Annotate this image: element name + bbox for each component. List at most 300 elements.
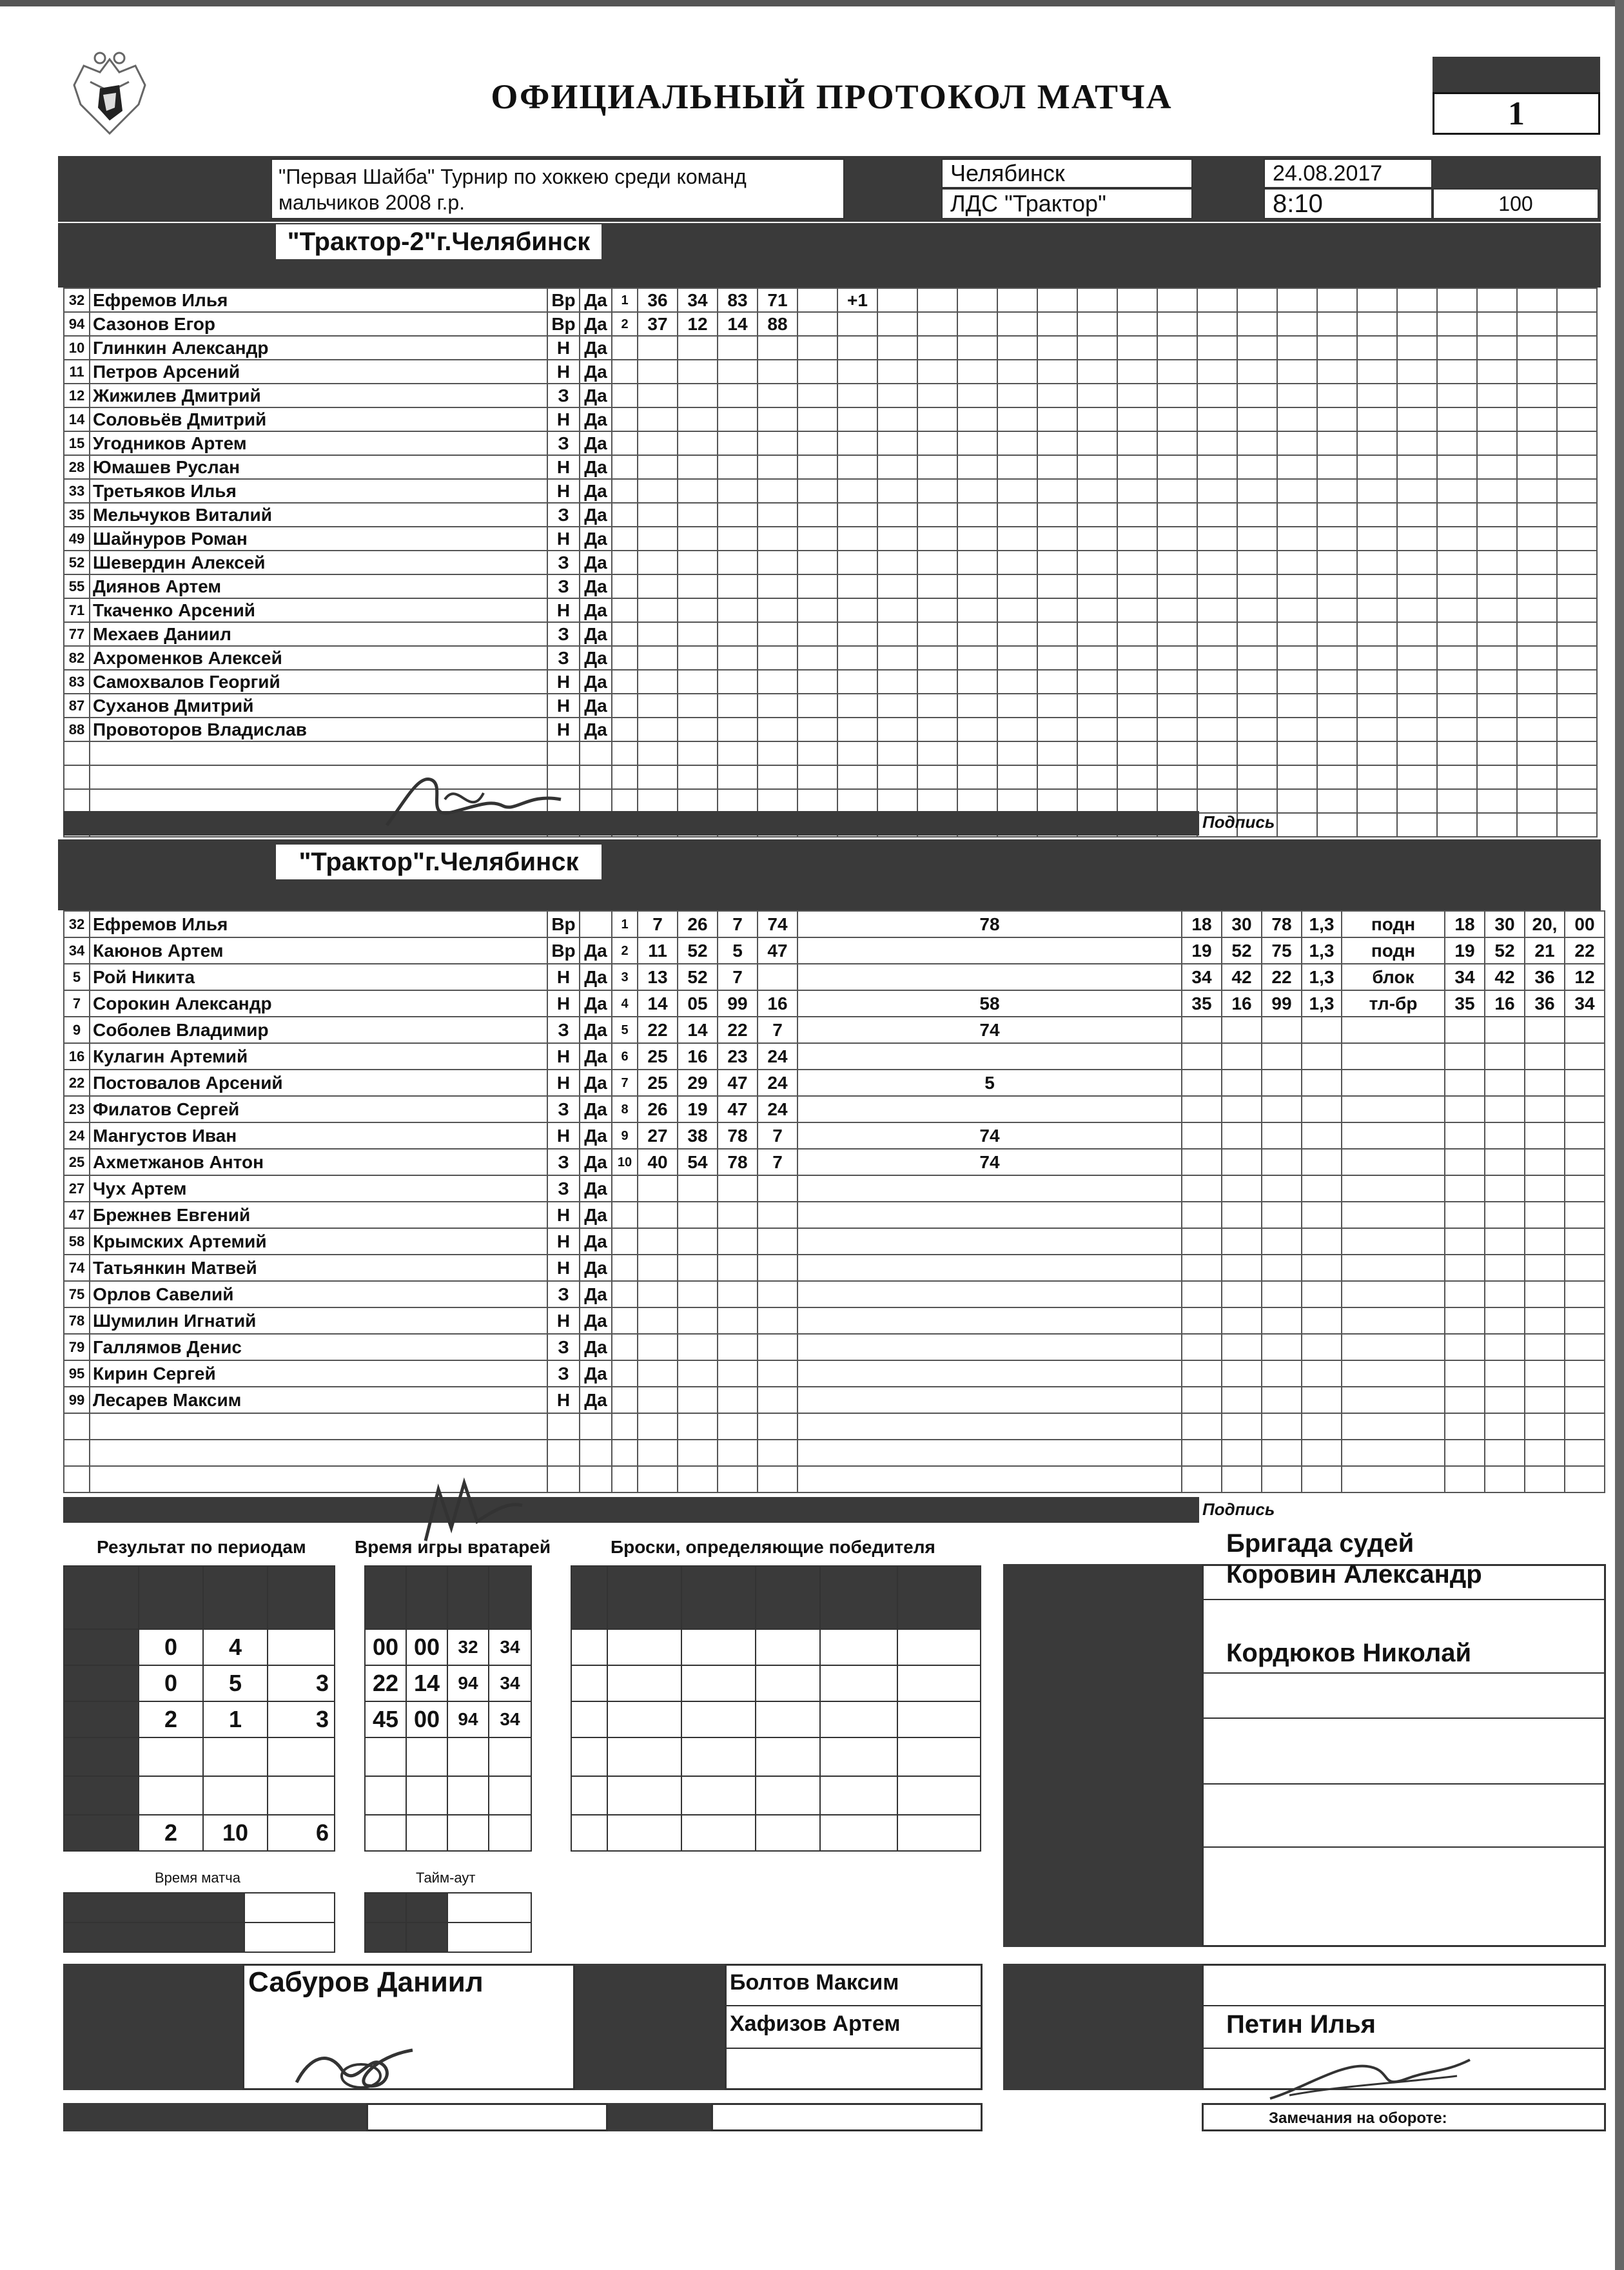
match-time-label-cell — [64, 1893, 244, 1923]
team-a-name: "Трактор-2"г.Челябинск — [287, 227, 591, 256]
penalty-cell — [1557, 694, 1597, 718]
shootout-table — [571, 1565, 981, 1852]
goal-cell — [837, 789, 877, 813]
goal-cell: 14 — [638, 990, 678, 1017]
periods-table — [63, 1565, 335, 1852]
goal-cell — [718, 1440, 758, 1466]
goal-cell: 2 — [612, 312, 638, 336]
penalty-cell — [1342, 1255, 1445, 1281]
penalty-cell — [1437, 551, 1477, 574]
tournament-line-2: мальчиков 2008 г.р. — [279, 191, 465, 214]
penalty-cell — [1317, 574, 1357, 598]
penalty-cell — [1342, 1096, 1445, 1122]
team-a-signature — [380, 761, 574, 838]
goal-cell — [837, 431, 877, 455]
goalie-time-cell: 32 — [447, 1629, 489, 1665]
penalty-cell — [1262, 1070, 1302, 1096]
goal-cell — [612, 1360, 638, 1387]
goal-cell — [678, 1360, 718, 1387]
goal-cell — [837, 694, 877, 718]
player-plays: Да — [580, 503, 612, 527]
goal-cell — [797, 1202, 1182, 1228]
player-position: Н — [547, 964, 580, 990]
penalty-cell — [957, 288, 997, 312]
penalty-cell — [1565, 1175, 1605, 1202]
penalty-cell — [1077, 527, 1117, 551]
penalty-cell — [1397, 503, 1437, 527]
penalty-cell — [917, 741, 957, 765]
periods-row — [64, 1665, 335, 1701]
goal-cell — [678, 765, 718, 789]
goal-cell: 16 — [678, 1043, 718, 1070]
penalty-cell — [1262, 1255, 1302, 1281]
team-a-roster-table — [63, 288, 1598, 837]
player-position: Вр — [547, 937, 580, 964]
penalty-cell — [1302, 1202, 1342, 1228]
goal-cell — [612, 646, 638, 670]
goalie-time-cell — [489, 1815, 531, 1851]
penalty-cell — [1397, 479, 1437, 503]
player-name: Шумилин Игнатий — [90, 1307, 547, 1334]
penalty-cell — [1237, 670, 1277, 694]
penalty-cell — [1182, 1440, 1222, 1466]
remarks-label: Замечания на обороте: — [1269, 2109, 1447, 2127]
goal-cell: 47 — [758, 937, 797, 964]
player-number: 47 — [64, 1202, 90, 1228]
penalty-cell — [1222, 1360, 1262, 1387]
goal-cell — [638, 1202, 678, 1228]
goal-cell — [612, 622, 638, 646]
penalty-cell: 75 — [1262, 937, 1302, 964]
goal-cell — [678, 431, 718, 455]
goalie-header-cell — [365, 1566, 406, 1629]
goal-cell: 6 — [612, 1043, 638, 1070]
player-position: Н — [547, 455, 580, 479]
penalty-cell — [1485, 1175, 1525, 1202]
player-plays: Да — [580, 574, 612, 598]
penalty-cell — [1477, 718, 1517, 741]
goal-cell — [678, 598, 718, 622]
goalie-time-cell: 34 — [489, 1665, 531, 1701]
penalty-cell — [1117, 694, 1157, 718]
penalty-cell — [1197, 694, 1237, 718]
player-number: 32 — [64, 911, 90, 937]
penalty-cell — [997, 360, 1037, 384]
goal-cell — [797, 503, 837, 527]
goalie-time-cell — [447, 1737, 489, 1776]
tournament-line-1: "Первая Шайба" Турнир по хоккею среди команд — [279, 165, 747, 188]
shootout-row — [571, 1737, 981, 1776]
goal-cell — [678, 646, 718, 670]
player-number: 78 — [64, 1307, 90, 1334]
table-row — [64, 1149, 1605, 1175]
penalty-cell — [1302, 1255, 1342, 1281]
goal-cell — [797, 455, 837, 479]
penalty-cell — [1342, 1334, 1445, 1360]
penalty-cell — [1357, 813, 1397, 837]
penalty-cell — [1445, 1255, 1485, 1281]
penalty-cell — [1397, 288, 1437, 312]
player-position: Н — [547, 1228, 580, 1255]
goal-cell — [758, 1387, 797, 1413]
shootout-cell — [607, 1701, 681, 1737]
team-b-signature-label: Подпись — [1202, 1500, 1275, 1519]
penalty-cell — [1302, 1175, 1342, 1202]
goal-cell — [758, 1413, 797, 1440]
penalty-cell — [1437, 503, 1477, 527]
penalty-cell — [1037, 646, 1077, 670]
goal-cell — [718, 1202, 758, 1228]
goal-cell — [797, 694, 837, 718]
shootout-cell — [607, 1776, 681, 1815]
penalty-cell — [1437, 718, 1477, 741]
penalty-cell — [1182, 1466, 1222, 1492]
goal-cell — [612, 503, 638, 527]
penalty-cell — [1262, 1017, 1302, 1043]
goal-cell — [837, 598, 877, 622]
penalty-cell — [957, 527, 997, 551]
penalty-cell — [1477, 527, 1517, 551]
penalty-cell — [1222, 1440, 1262, 1466]
goal-cell — [612, 765, 638, 789]
referees-rule-5 — [1202, 1846, 1606, 1848]
goal-cell: 74 — [797, 1149, 1182, 1175]
penalty-cell — [1222, 1307, 1262, 1334]
penalty-cell: 1,3 — [1302, 937, 1342, 964]
goal-cell — [837, 384, 877, 407]
period-away-score — [203, 1776, 268, 1815]
goal-cell: 19 — [678, 1096, 718, 1122]
penalty-cell — [1117, 479, 1157, 503]
penalty-cell — [1237, 789, 1277, 813]
goal-cell — [718, 527, 758, 551]
penalty-cell — [1357, 384, 1397, 407]
table-row — [64, 384, 1597, 407]
penalty-cell — [917, 479, 957, 503]
referees-rule-2 — [1202, 1672, 1606, 1674]
penalty-cell — [1525, 1202, 1565, 1228]
goal-cell — [797, 1255, 1182, 1281]
penalty-cell — [1517, 694, 1557, 718]
table-row — [64, 1202, 1605, 1228]
periods-row — [64, 1815, 335, 1851]
penalty-cell — [1485, 1017, 1525, 1043]
penalty-cell — [1397, 622, 1437, 646]
penalty-cell — [1117, 765, 1157, 789]
goal-cell — [638, 789, 678, 813]
penalty-cell — [1197, 646, 1237, 670]
goal-cell: 26 — [678, 911, 718, 937]
player-plays: Да — [580, 670, 612, 694]
goal-cell — [797, 646, 837, 670]
penalty-cell — [1342, 1228, 1445, 1255]
goal-cell — [837, 551, 877, 574]
goal-cell — [718, 1387, 758, 1413]
goal-cell — [758, 1228, 797, 1255]
penalty-cell — [997, 551, 1037, 574]
player-position: Н — [547, 527, 580, 551]
penalty-cell — [1477, 813, 1517, 837]
shootout-cell — [897, 1665, 981, 1701]
shootout-row — [571, 1665, 981, 1701]
penalty-cell — [1237, 336, 1277, 360]
goal-cell: 24 — [758, 1043, 797, 1070]
table-row — [64, 1387, 1605, 1413]
penalty-cell — [1397, 741, 1437, 765]
shootout-cell — [897, 1737, 981, 1776]
team-b-footer-bar — [63, 1497, 1199, 1523]
goal-cell: 78 — [718, 1149, 758, 1175]
goal-cell — [797, 1387, 1182, 1413]
penalty-cell — [1117, 312, 1157, 336]
match-time-value — [244, 1893, 335, 1923]
goal-cell — [678, 1307, 718, 1334]
goal-cell: 24 — [758, 1096, 797, 1122]
table-row — [64, 360, 1597, 384]
penalty-cell — [917, 288, 957, 312]
goal-cell: 52 — [678, 937, 718, 964]
penalty-cell — [917, 455, 957, 479]
goal-cell — [718, 646, 758, 670]
penalty-cell — [1077, 622, 1117, 646]
penalty-cell — [1565, 1440, 1605, 1466]
game-number-header — [1433, 57, 1600, 92]
shootout-cell — [756, 1815, 820, 1851]
penalty-cell — [1565, 1043, 1605, 1070]
penalty-cell — [1317, 694, 1357, 718]
penalty-cell — [1517, 407, 1557, 431]
penalty-cell — [877, 598, 917, 622]
penalty-cell — [917, 336, 957, 360]
goal-cell — [612, 336, 638, 360]
goal-cell — [638, 527, 678, 551]
penalty-cell — [1197, 384, 1237, 407]
penalty-cell — [997, 694, 1037, 718]
penalty-cell — [1077, 574, 1117, 598]
penalty-cell — [1037, 455, 1077, 479]
goal-cell — [797, 288, 837, 312]
penalty-cell — [1342, 1307, 1445, 1334]
penalty-cell — [1525, 1096, 1565, 1122]
goal-cell — [612, 360, 638, 384]
penalty-cell — [957, 789, 997, 813]
table-row — [64, 1043, 1605, 1070]
period-home-score: 2 — [139, 1815, 203, 1851]
player-number: 14 — [64, 407, 90, 431]
penalty-cell — [877, 431, 917, 455]
period-penalty — [268, 1629, 335, 1665]
penalty-cell — [1262, 1122, 1302, 1149]
penalty-cell — [957, 741, 997, 765]
penalty-cell — [1237, 622, 1277, 646]
penalty-cell — [877, 479, 917, 503]
periods-row — [64, 1629, 335, 1665]
penalty-cell — [877, 384, 917, 407]
penalty-cell — [1262, 1307, 1302, 1334]
player-name: Ткаченко Арсений — [90, 598, 547, 622]
shootout-cell — [607, 1629, 681, 1665]
player-name: Крымских Артемий — [90, 1228, 547, 1255]
penalty-cell — [1477, 574, 1517, 598]
table-row — [64, 479, 1597, 503]
goal-cell — [678, 479, 718, 503]
penalty-cell — [1557, 384, 1597, 407]
timeout-label: Тайм-аут — [416, 1870, 476, 1886]
penalty-cell — [1182, 1413, 1222, 1440]
penalty-cell — [1525, 1122, 1565, 1149]
penalty-cell — [877, 622, 917, 646]
city-field — [941, 159, 1193, 188]
period-penalty — [268, 1737, 335, 1776]
penalty-cell — [1342, 1281, 1445, 1307]
goal-cell — [758, 1334, 797, 1360]
penalty-cell: 20, — [1525, 911, 1565, 937]
penalty-cell — [1277, 646, 1317, 670]
period-label-cell — [64, 1815, 139, 1851]
penalty-cell — [997, 479, 1037, 503]
penalty-cell — [1317, 622, 1357, 646]
shootout-cell — [681, 1701, 756, 1737]
penalty-cell — [1157, 574, 1197, 598]
goal-cell — [638, 455, 678, 479]
table-row — [64, 718, 1597, 741]
player-name: Мехаев Даниил — [90, 622, 547, 646]
shootout-cell — [897, 1815, 981, 1851]
goal-cell — [612, 574, 638, 598]
penalty-cell — [1317, 813, 1357, 837]
penalty-cell — [1342, 1122, 1445, 1149]
penalty-cell — [1117, 670, 1157, 694]
penalty-cell — [1445, 1043, 1485, 1070]
penalty-cell — [1357, 431, 1397, 455]
penalty-cell — [997, 384, 1037, 407]
penalty-cell — [1317, 503, 1357, 527]
goal-cell: 52 — [678, 964, 718, 990]
penalty-cell — [957, 765, 997, 789]
penalty-cell — [1077, 741, 1117, 765]
penalty-cell — [1277, 813, 1317, 837]
penalty-cell — [1477, 455, 1517, 479]
penalty-cell — [997, 336, 1037, 360]
penalty-cell — [1477, 670, 1517, 694]
penalty-cell — [1517, 336, 1557, 360]
penalty-cell — [1222, 1255, 1262, 1281]
penalty-cell — [1182, 1096, 1222, 1122]
penalty-cell — [1397, 670, 1437, 694]
penalty-cell — [1222, 1122, 1262, 1149]
inspector-name: Петин Илья — [1226, 2010, 1376, 2039]
penalty-cell — [1525, 1175, 1565, 1202]
penalty-cell — [1437, 574, 1477, 598]
goal-cell — [678, 1255, 718, 1281]
penalty-cell: 52 — [1222, 937, 1262, 964]
penalty-cell — [1485, 1413, 1525, 1440]
page-border-right — [1615, 0, 1624, 2270]
penalty-cell — [1262, 1175, 1302, 1202]
penalty-cell — [1117, 789, 1157, 813]
penalty-cell — [997, 455, 1037, 479]
player-position: З — [547, 574, 580, 598]
table-row — [64, 1334, 1605, 1360]
player-number: 12 — [64, 384, 90, 407]
penalty-cell: 16 — [1222, 990, 1262, 1017]
goal-cell — [678, 407, 718, 431]
penalty-cell: 99 — [1262, 990, 1302, 1017]
periods-header-cell — [64, 1566, 139, 1629]
goal-cell — [837, 479, 877, 503]
timeout-team-cell — [365, 1893, 406, 1923]
page-title: ОФИЦИАЛЬНЫЙ ПРОТОКОЛ МАТЧА — [491, 77, 1173, 116]
penalty-cell — [1557, 765, 1597, 789]
penalty-cell — [1157, 598, 1197, 622]
goal-cell — [612, 407, 638, 431]
penalty-cell — [1237, 503, 1277, 527]
goal-cell — [718, 1175, 758, 1202]
penalty-cell — [1525, 1387, 1565, 1413]
goal-cell — [797, 574, 837, 598]
player-number: 28 — [64, 455, 90, 479]
goal-cell — [678, 1228, 718, 1255]
penalty-cell — [1445, 1440, 1485, 1466]
shootout-row — [571, 1815, 981, 1851]
period-label-cell — [64, 1737, 139, 1776]
shootout-cell — [820, 1737, 897, 1776]
player-number: 35 — [64, 503, 90, 527]
goal-cell — [678, 1281, 718, 1307]
penalty-cell — [1565, 1413, 1605, 1440]
penalty-cell — [1485, 1281, 1525, 1307]
penalty-cell — [1277, 407, 1317, 431]
team-a-name-box — [276, 224, 602, 259]
shootout-title: Броски, определяющие победителя — [611, 1537, 935, 1557]
penalty-cell — [877, 765, 917, 789]
goal-cell — [638, 360, 678, 384]
penalty-cell — [1557, 622, 1597, 646]
period-label-cell — [64, 1776, 139, 1815]
goalie-time-cell — [406, 1737, 447, 1776]
goal-cell — [678, 622, 718, 646]
penalty-cell — [1197, 574, 1237, 598]
shootout-cell — [571, 1815, 607, 1851]
goalie-time-cell: 00 — [406, 1629, 447, 1665]
player-number: 25 — [64, 1149, 90, 1175]
penalty-cell — [1302, 1360, 1342, 1387]
player-number: 77 — [64, 622, 90, 646]
penalty-cell — [1557, 431, 1597, 455]
penalty-cell — [1237, 765, 1277, 789]
penalty-cell — [1517, 503, 1557, 527]
player-position: Н — [547, 1122, 580, 1149]
penalty-cell — [997, 431, 1037, 455]
player-position — [547, 1440, 580, 1466]
penalty-cell — [1117, 360, 1157, 384]
period-penalty: 3 — [268, 1665, 335, 1701]
officials-right-labels — [1003, 1964, 1202, 2090]
player-plays: Да — [580, 964, 612, 990]
penalty-cell — [1357, 622, 1397, 646]
penalty-cell — [1437, 288, 1477, 312]
goal-cell: 22 — [638, 1017, 678, 1043]
goal-cell — [797, 1096, 1182, 1122]
penalty-cell — [1517, 527, 1557, 551]
shootout-cell — [681, 1776, 756, 1815]
table-row — [64, 1175, 1605, 1202]
goalie-time-cell: 00 — [406, 1701, 447, 1737]
penalty-cell — [1517, 384, 1557, 407]
date-field — [1264, 159, 1433, 188]
player-plays: Да — [580, 360, 612, 384]
penalty-cell — [1037, 622, 1077, 646]
